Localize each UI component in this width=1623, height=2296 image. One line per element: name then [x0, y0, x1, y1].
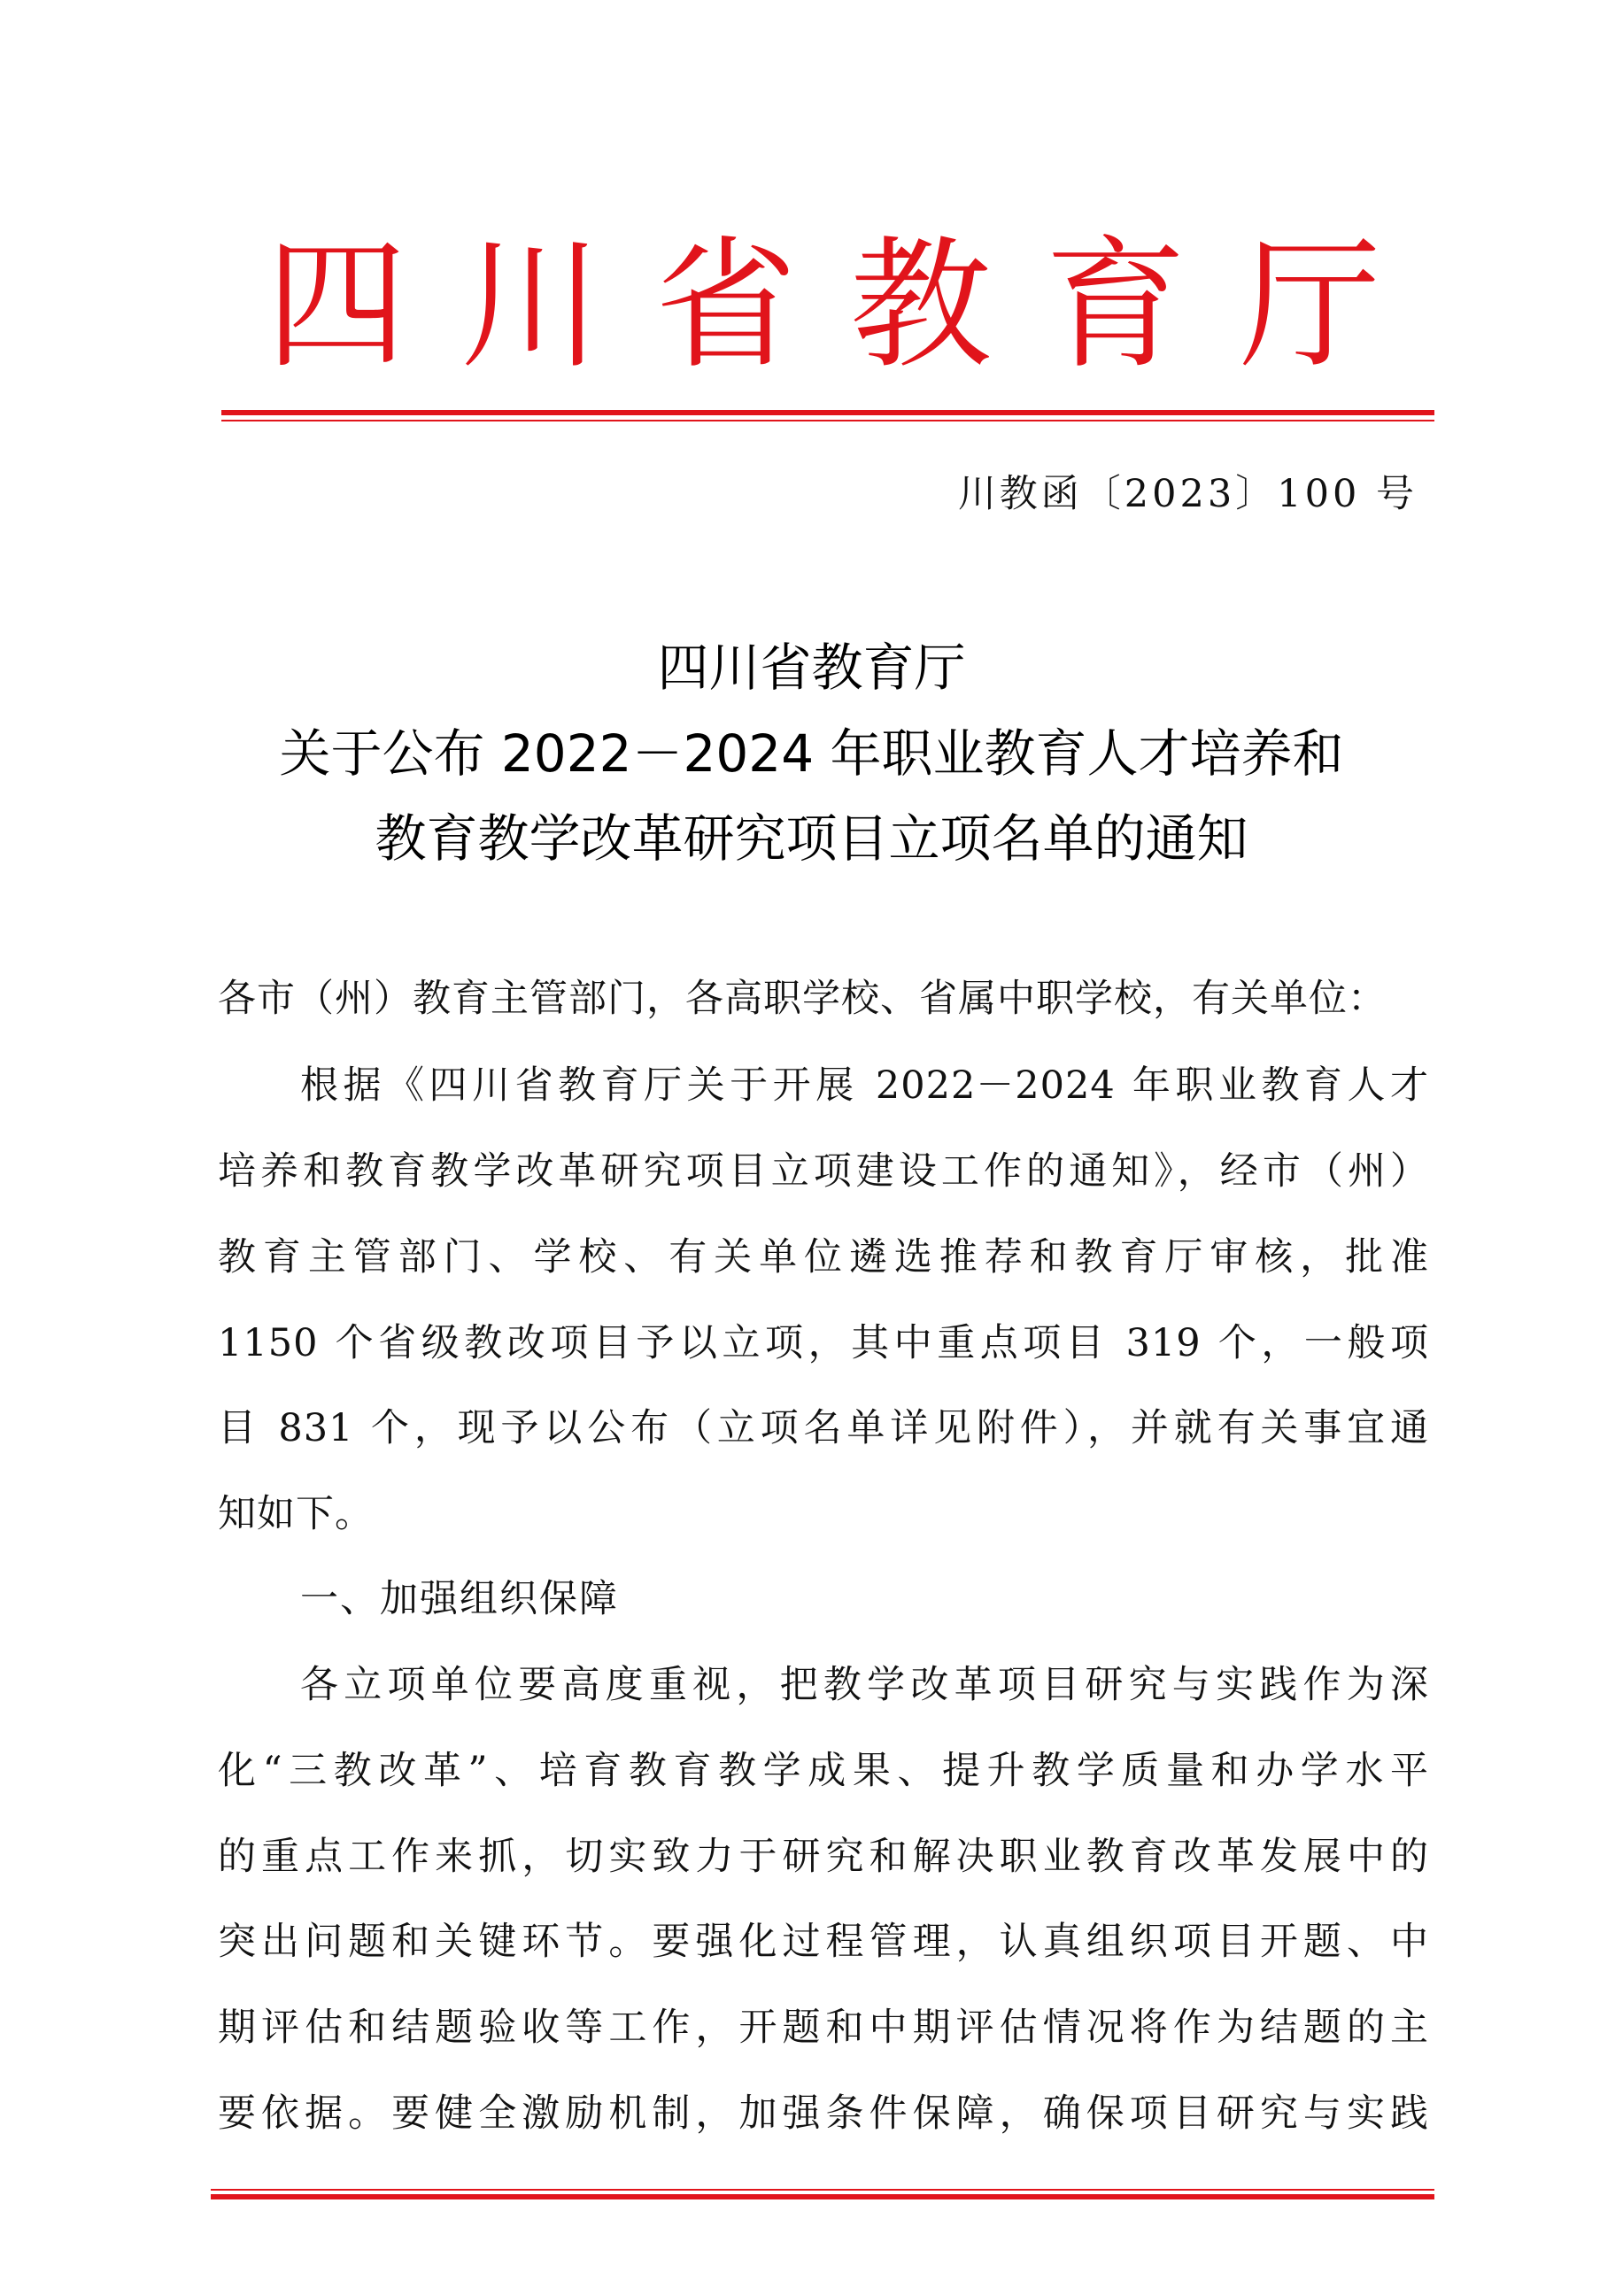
- section-heading: 一、加强组织保障: [300, 1577, 619, 1621]
- paragraph-1-line: 培养和教育教学改革研究项目立项建设工作的通知》，经市（州）: [218, 1149, 1429, 1194]
- rule-thick: [221, 410, 1434, 415]
- letterhead-char: 四: [266, 222, 408, 388]
- title-line-3: 教育教学改革研究项目立项名单的通知: [375, 808, 1248, 869]
- paragraph-2-line: 突出问题和关键环节。要强化过程管理，认真组织项目开题、中: [218, 1920, 1429, 1964]
- rule-thin: [221, 420, 1434, 421]
- letterhead-title: [266, 222, 1381, 388]
- rule-thin: [211, 2189, 1434, 2191]
- paragraph-2-line: 要依据。要健全激励机制，加强条件保障，确保项目研究与实践: [218, 2091, 1429, 2136]
- paragraph-2-line: 期评估和结题验收等工作，开题和中期评估情况将作为结题的主: [218, 2006, 1429, 2050]
- letterhead-char: 厅: [1239, 222, 1381, 388]
- paragraph-1-line: 目 831 个，现予以公布（立项名单详见附件），并就有关事宜通: [218, 1406, 1429, 1450]
- paragraph-1-line: 教育主管部门、学校、有关单位遴选推荐和教育厅审核，批准: [218, 1235, 1429, 1279]
- letterhead-char: 教: [849, 222, 992, 388]
- title-issuer: 四川省教育厅: [657, 638, 966, 698]
- document-number: 川教函〔2023〕100 号: [957, 472, 1418, 516]
- paragraph-2-line: 各立项单位要高度重视，把教学改革项目研究与实践作为深: [300, 1663, 1429, 1707]
- paragraph-1-line: 根据《四川省教育厅关于开展 2022－2024 年职业教育人才: [300, 1063, 1429, 1108]
- letterhead-char: 川: [460, 222, 602, 388]
- letterhead-char: 育: [1044, 222, 1186, 388]
- salutation: 各市（州）教育主管部门，各高职学校、省属中职学校，有关单位：: [218, 977, 1387, 1021]
- letterhead-char: 省: [654, 222, 797, 388]
- paragraph-1-line: 知如下。: [218, 1492, 374, 1536]
- paragraph-2-line: 化“三教改革”、培育教育教学成果、提升教学质量和办学水平: [218, 1749, 1429, 1793]
- paragraph-1-line: 1150 个省级教改项目予以立项，其中重点项目 319 个，一般项: [218, 1321, 1429, 1365]
- rule-thick: [211, 2194, 1434, 2199]
- paragraph-2-line: 的重点工作来抓，切实致力于研究和解决职业教育改革发展中的: [218, 1835, 1429, 1879]
- title-line-2: 关于公布 2022－2024 年职业教育人才培养和: [279, 723, 1344, 784]
